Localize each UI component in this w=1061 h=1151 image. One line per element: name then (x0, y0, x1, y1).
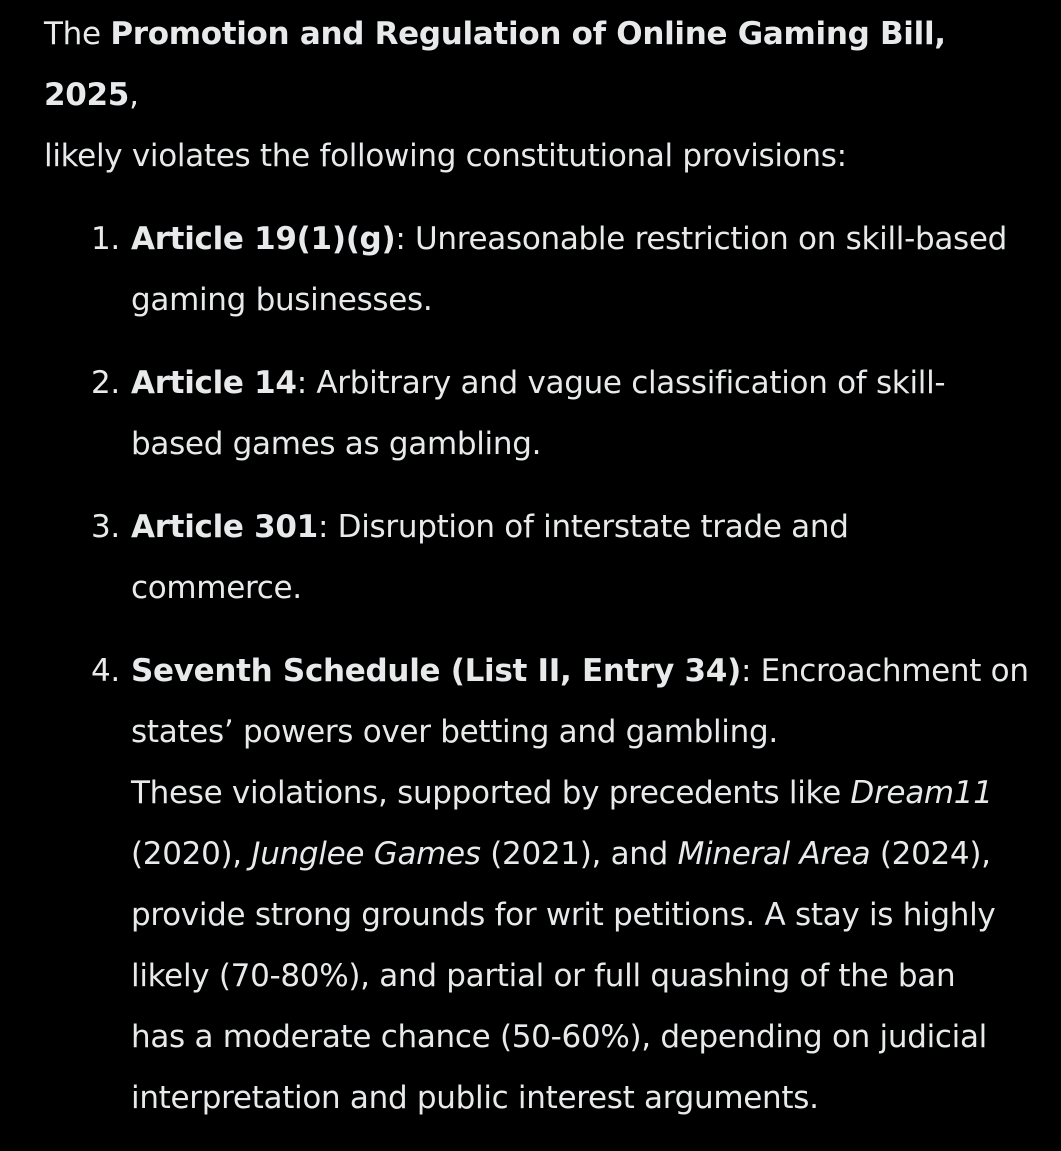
conclusion-text: (2020), (131, 836, 252, 872)
conclusion-line-6: interpretation and public interest arguments. (131, 1080, 819, 1116)
list-item (44, 353, 1044, 475)
list-item (44, 209, 1044, 331)
case-mineral-area: Mineral Area (677, 836, 871, 872)
list-item-line-2: commerce. (131, 570, 302, 606)
list-item-number: 2. (91, 365, 120, 401)
list-item-line-1 (131, 209, 1044, 270)
list-item-line-1 (131, 353, 1044, 414)
list-item-desc: : Disruption of interstate trade and (317, 509, 849, 545)
list-item-line-2: states’ powers over betting and gambling. (131, 714, 778, 750)
conclusion-text: (2024), (870, 836, 991, 872)
intro-comma: , (129, 77, 139, 113)
response-text (44, 4, 1044, 1151)
list-item-desc: : Arbitrary and vague classification of skill- (296, 365, 946, 401)
list-item-title: Article 301 (131, 509, 318, 545)
conclusion-text: These violations, supported by precedents like (131, 775, 851, 811)
conclusion-line-5: has a moderate chance (50-60%), depending on judicial (131, 1019, 987, 1055)
case-junglee-games: Junglee Games (251, 836, 481, 872)
provisions-list (44, 209, 1044, 1129)
list-item-number: 1. (91, 221, 120, 257)
list-item (44, 641, 1044, 1129)
list-item-line-1 (131, 497, 1044, 558)
list-item-line-1 (131, 641, 1044, 702)
conclusion-line-3: provide strong grounds for writ petitions. A stay is highly (131, 897, 996, 933)
list-item-line-2: gaming businesses. (131, 282, 433, 318)
conclusion-text: (2021), and (480, 836, 678, 872)
intro-line-1 (44, 4, 1044, 126)
intro-paragraph (44, 4, 1044, 187)
list-item (44, 497, 1044, 619)
list-item-desc: : Encroachment on (740, 653, 1029, 689)
conclusion-line-4: likely (70-80%), and partial or full quashing of the ban (131, 958, 956, 994)
conclusion-line-1 (131, 763, 1044, 824)
list-item-line-2: based games as gambling. (131, 426, 542, 462)
list-item-number: 4. (91, 653, 120, 689)
intro-prefix: The (44, 16, 111, 52)
bill-name: Promotion and Regulation of Online Gaming Bill, 2025 (44, 16, 946, 113)
case-dream11: Dream11 (850, 775, 993, 811)
list-item-title: Article 14 (131, 365, 297, 401)
list-item-desc: : Unreasonable restriction on skill-based (395, 221, 1008, 257)
intro-line-2: likely violates the following constitutional provisions: (44, 138, 847, 174)
list-item-number: 3. (91, 509, 120, 545)
list-item-title: Article 19(1)(g) (131, 221, 396, 257)
conclusion-line-2 (131, 824, 1044, 885)
list-item-title: Seventh Schedule (List II, Entry 34) (131, 653, 741, 689)
